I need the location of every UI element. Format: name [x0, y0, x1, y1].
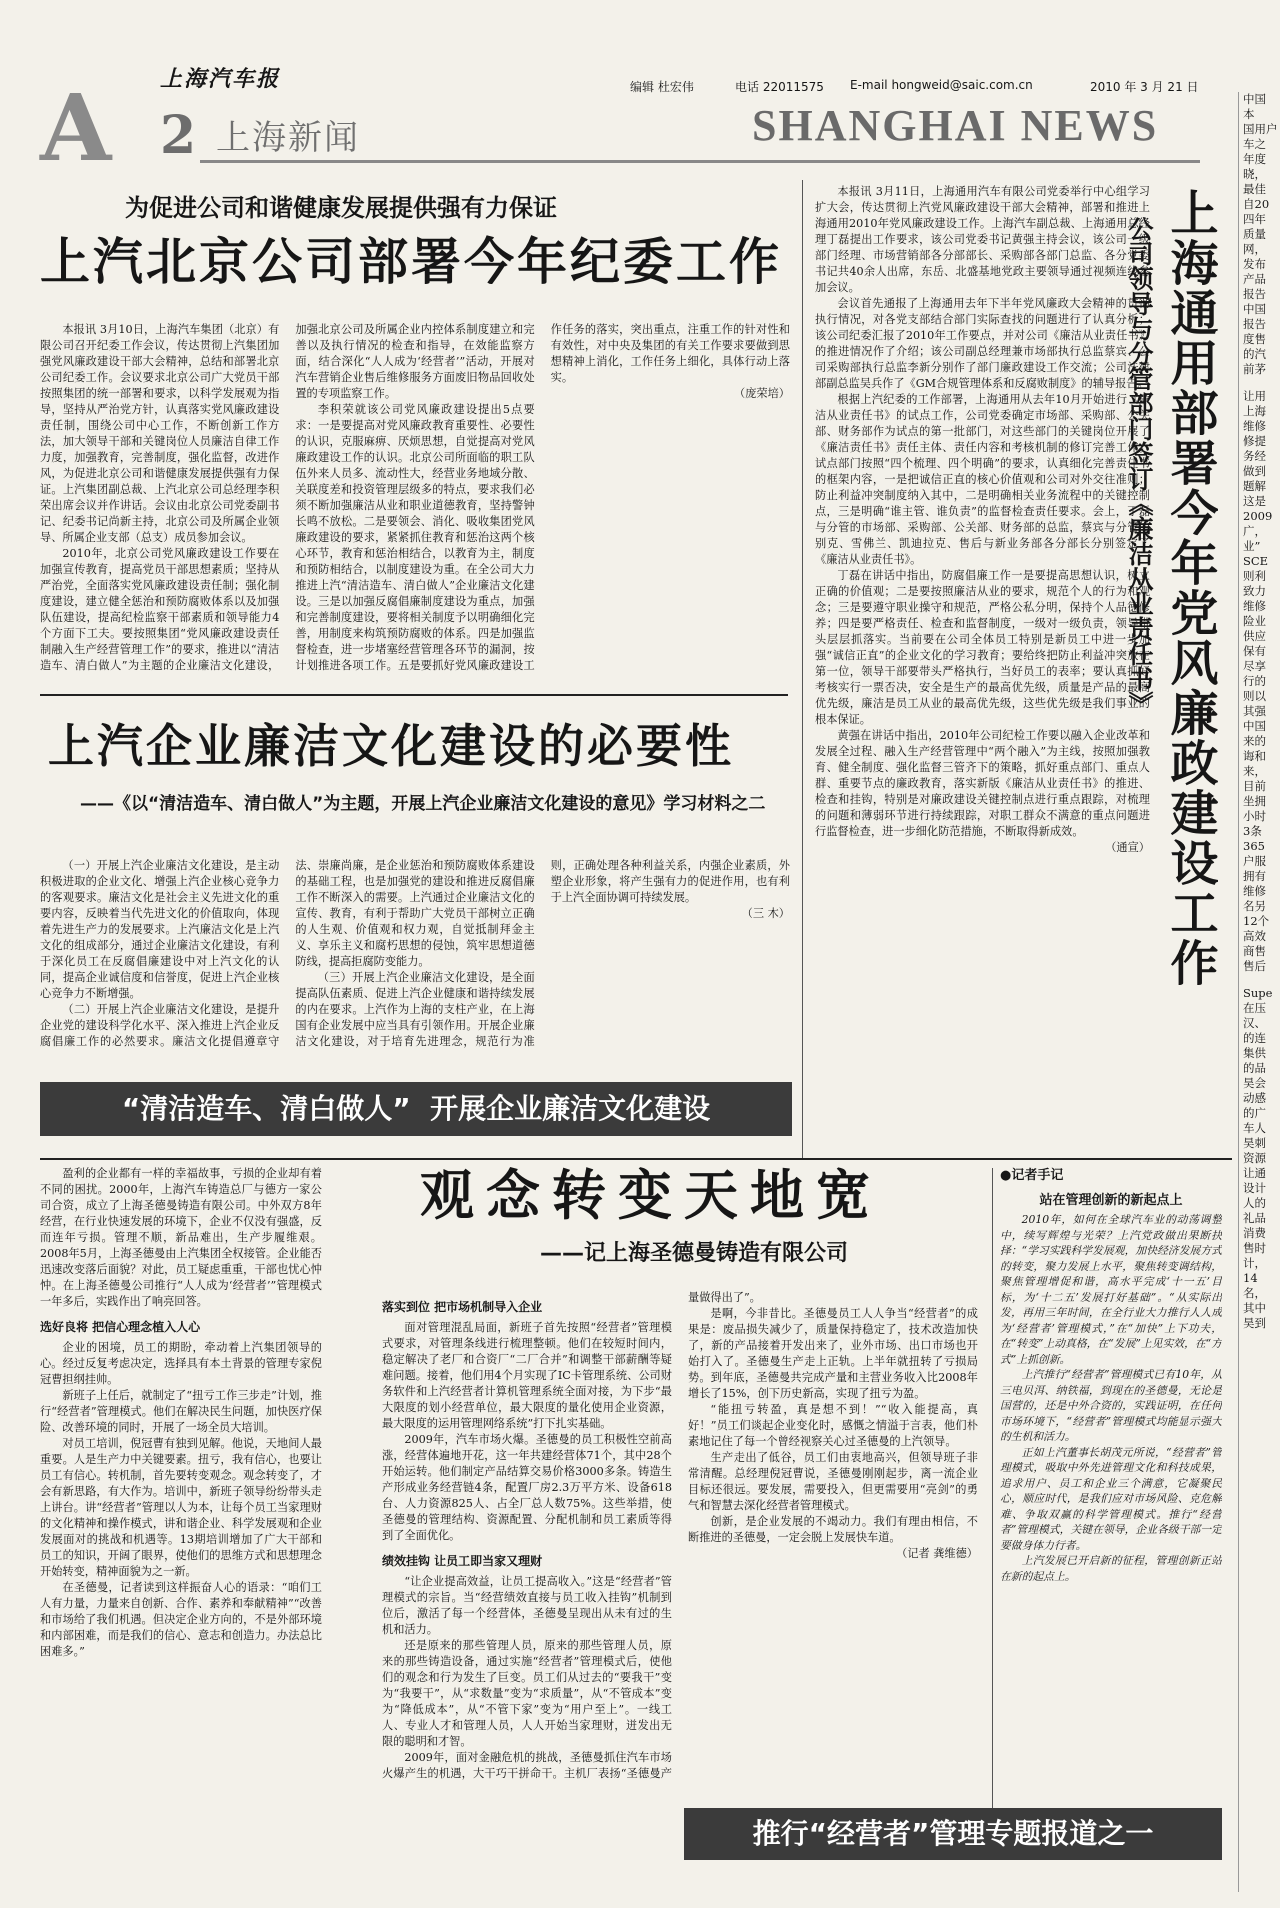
- article4-paragraph: 还是原来的那些管理人员，原来的那些管理人员，原来的那些铸造设备，通过实施“经营者”管理模式后，使他们的观念和行为发生了巨变。员工们从过去的“要我干”变为“我要干”，从“求数量”变为“求质量”，从“不管成本”变为“降低成本”，从“不管下家”变为“用户至上”。一线工人、专业人才和管理人员，人人开始当家理财，迸发出无限的聪明和才智。: [382, 1639, 672, 1748]
- article3-paragraph: 会议首先通报了上海通用去年下半年党风廉政大会精神的贯彻执行情况，对各党支部结合部门实际查找的问题进行了认真分析；该公司纪委汇报了2010年工作要点，并对公司《廉洁从业责任书》的推进情况作了介绍；该公司副总经理兼市场部执行总监蔡宾、公司采购部执行总监李新分别作了部门廉政建设工作交流；公司法律部副总监吴兵作了《GM合规管理体系和反腐败制度》的辅导报告。: [815, 297, 1150, 390]
- adjacent-page-fragment: 广，: [1243, 524, 1266, 538]
- section-cn: 上海新闻: [216, 118, 360, 158]
- article3-body: [815, 184, 1150, 1144]
- adjacent-page-fragment: 售后: [1243, 959, 1266, 973]
- article4-paragraph: “让企业提高效益，让员工提高收入。”这是“经营者”管理模式的宗旨。当“经营绩效直接与员工收入挂钩”机制到位后，激活了每一个经营体，圣德曼呈现出从未有过的生机和活力。: [382, 1575, 672, 1636]
- adjacent-page-fragment: 12个: [1243, 914, 1270, 928]
- adjacent-page-fragment: 消费: [1243, 1226, 1266, 1240]
- article1-rule: [40, 694, 788, 696]
- adjacent-page-fragment: 中国: [1243, 92, 1266, 106]
- adjacent-page-fragment: 的连: [1243, 1031, 1266, 1045]
- article1-paragraph: 本报讯 3月10日，上海汽车集团（北京）有限公司召开纪委工作会议，传达贯彻上汽集团加强党风廉政建设干部大会精神，总结和部署北京公司纪委工作。会议要求北京公司广大党员干部按照集团的统一部署和要求，以科学发展观为指导，坚持从严治党方针，认真落实党风廉政建设责任制，围绕公司中心工作，不断创新工作方法，加大领导干部和关键岗位人员廉洁自律工作力度，加强教育，完善制度，强化监督，改进作风，为促进北京公司和谐健康发展提供强有力保证。上汽集团副总裁、上汽北京公司总经理李积荣出席会议并作讲话。会议由北京公司党委副书记、纪委书记尚新主持，北京公司及所属企业领导、所属企业支部（总支）成员参加会议。: [40, 323, 280, 544]
- adjacent-page-fragment: 供应: [1243, 629, 1266, 643]
- article4-paragraph: 企业的困境，员工的期盼，牵动着上汽集团领导的心。经过反复考虑决定，选择具有本土背景的管理专家倪冠曹担纲挂帅。: [40, 1341, 322, 1386]
- adjacent-page-fragment: 自20: [1243, 197, 1270, 211]
- adjacent-page-fragment: 名，: [1243, 1286, 1266, 1300]
- adjacent-page-strip: [1238, 92, 1280, 1892]
- adjacent-page-fragment: 拥有: [1243, 869, 1266, 883]
- adjacent-page-fragment: 行的: [1243, 674, 1266, 688]
- adjacent-page-fragment: 维修: [1243, 884, 1266, 898]
- adjacent-page-fragment: 让通: [1243, 1166, 1266, 1180]
- adjacent-page-fragment: 维修: [1243, 419, 1266, 433]
- adjacent-page-fragment: 昊刺: [1243, 1136, 1266, 1150]
- adjacent-page-fragment: 质量: [1243, 227, 1266, 241]
- article2-headline: 上汽企业廉洁文化建设的必要性: [48, 719, 734, 773]
- article4-paragraph: 在圣德曼，记者读到这样振奋人心的语录：“咱们工人有力量，力量来自创新、合作、素养和奉献精神”“改善和市场给了我们机遇。但决定企业方向的，不是外部环境和内部困难，而是我们的信心、意志和创造力。办法总比困难多。”: [40, 1581, 322, 1658]
- adjacent-page-fragment: 这是: [1243, 494, 1266, 508]
- adjacent-page-fragment: 户服: [1243, 854, 1266, 868]
- article4-section-heading: 落实到位 把市场机制导入企业: [382, 1300, 543, 1314]
- adjacent-page-fragment: 来的: [1243, 734, 1266, 748]
- adjacent-page-fragment: 汉、: [1243, 1016, 1266, 1030]
- lower-rule: [40, 1158, 1232, 1160]
- adjacent-page-fragment: 计，: [1243, 1256, 1266, 1270]
- sidebar-paragraph: 上汽发展已开启新的征程，管理创新正站在新的起点上。: [1000, 1554, 1222, 1583]
- sidebar-body: [1000, 1212, 1222, 1792]
- column-divider: [802, 180, 803, 1160]
- adjacent-page-fragment: 集供: [1243, 1046, 1266, 1060]
- adjacent-page-fragment: 题解: [1243, 479, 1266, 493]
- adjacent-page-fragment: 高效: [1243, 929, 1266, 943]
- sidebar-divider: [992, 1168, 993, 1808]
- adjacent-page-fragment: 昊到: [1243, 1316, 1266, 1330]
- section-en: SHANGHAI NEWS: [752, 101, 1159, 150]
- paper-name: 上海汽车报: [160, 66, 281, 92]
- adjacent-page-fragment: 14: [1243, 1271, 1258, 1285]
- adjacent-page-fragment: 设计: [1243, 1181, 1266, 1195]
- article4-main-columns: [382, 1290, 978, 1790]
- article2-banner: “清洁造车、清白做人” 开展企业廉洁文化建设: [40, 1082, 792, 1136]
- page-letter: A: [40, 74, 112, 182]
- adjacent-page-fragment: 365: [1243, 839, 1265, 853]
- adjacent-page-fragment: 四年: [1243, 212, 1266, 226]
- adjacent-page-fragment: 其中: [1243, 1301, 1266, 1315]
- article4-paragraph: 是啊，今非昔比。圣德曼员工人人争当“经营者”的成果是：废品损失减少了，质量保持稳定了，技术改造加快了，新的产品接着开发出来了，业外市场、出口市场也开始打入了。圣德曼生产走上正轨。上半年就扭转了亏损局势。到年底，圣德曼共完成产量和主营业务收入比2008年增长了15%，创下历史新高，实现了扭亏为盈。: [688, 1307, 978, 1400]
- article4-bottom-banner: 推行“经营者”管理专题报道之一: [684, 1808, 1222, 1860]
- article4-paragraph: 面对管理混乱局面，新班子首先按照“经营者”管理模式要求，对管理条线进行梳理整顿。他们在较短时间内，稳定解决了老厂和合资厂“二厂合并”和调整干部薪酬等疑难问题。接着，他们用4个月实现了IC卡管理系统、公司财务软件和上汽经营者计算机管理系统全面对接，为下步“最大限度的划小经营单位，最大限度的量化使用企业资源，最大限度的运用管理网络系统”打下扎实基础。: [382, 1321, 672, 1430]
- adjacent-page-fragment: 保有: [1243, 644, 1266, 658]
- article1-paragraph: 李积荣就该公司党风廉政建设提出5点要求：一是要提高对党风廉政教育重要性、必要性的认识，克服麻痹、厌烦思想，自觉提高对党风廉政建设工作的认识。北京公司所面临的职工队伍外来人员多、流动性大，经营业务地域分散、关联度差和投资管理层级多的特点，要求我们必须不断加强廉洁从业和职业道德教育，坚持警钟长鸣不放松。二是要领会、消化、吸收集团党风廉政建设的要求，紧紧抓住教育和惩治这两个核心环节，教育和惩治相结合，以教育为主，制度和预防相结合，以制度建设为重。在全公司大力推进上汽“清洁造车、清白做人”企业廉洁文化建设。三是以加强反腐倡廉制度建设为重点，加强和完善制度建设，要将相关制度予以明确细化完善，用制度来构筑预防腐败的体系。四是加强监督检查，进一步堵塞经营管理各环节的漏洞，按计划推进各项工作。五是要抓好党风廉政建设工作任务的落实，突出重点，注重工作的针对性和有效性，对中央及集团的有关工作要求要做到思想精神上消化，工作任务上细化，具体行动上落实。: [295, 323, 790, 672]
- adjacent-page-fragment: 最佳: [1243, 182, 1266, 196]
- sidebar-paragraph: 2010年，如何在全球汽车业的动荡调整中，续写辉煌与光荣？上汽党政做出果断抉择：“学习实践科学发展观，加快经济发展方式的转变，聚力发展上水平，聚焦转变调结构，聚焦管理增促和谐，高水平完成‘十一五’目标，为‘十二五’发展打好基础”。“从实际出发，再用三年时间，在全行业大力推行人人成为‘经营者’管理模式，”在“加快”上下功夫，在“转变”上动真格，在“发展”上见实效，在“方式”上抓创新。: [1000, 1213, 1222, 1366]
- editor: 编辑 杜宏伟: [630, 80, 694, 94]
- masthead-rule: [200, 160, 1200, 163]
- article4-paragraph: 创新，是企业发展的不竭动力。我们有理由相信，不断推进的圣德曼，一定会脱上发展快车道。: [688, 1515, 978, 1544]
- article2-paragraph: （二）开展上汽企业廉洁文化建设，是提升企业党的建设科学化水平、深入推进上汽企业反腐倡廉工作的必然要求。廉洁文化提倡遵章守法、崇廉尚廉，是企业惩治和预防腐败体系建设的基础工程，也是加强党的建设和推进反腐倡廉工作不断深入的需要。上汽通过企业廉洁文化的宣传、教育，有利于帮助广大党员干部树立正确的人生观、价值观和权力观，自觉抵制拜金主义、享乐主义和腐朽思想的侵蚀，筑牢思想道德防线，提高拒腐防变能力。: [40, 859, 535, 1048]
- adjacent-page-fragment: 目前: [1243, 779, 1266, 793]
- adjacent-page-fragment: 诲和: [1243, 749, 1266, 763]
- article4-left-column: [40, 1166, 322, 1881]
- adjacent-page-fragment: 年度: [1243, 152, 1266, 166]
- article1-headline: 上汽北京公司部署今年纪委工作: [40, 233, 782, 291]
- article2-body: [40, 858, 790, 1058]
- adjacent-page-fragment: 发布: [1243, 257, 1266, 271]
- article3-paragraph: 本报讯 3月11日，上海通用汽车有限公司党委举行中心组学习扩大会，传达贯彻上汽党风廉政建设干部大会精神，部署和推进上海通用2010年党风廉政建设工作。上海汽车副总裁、上海通用总经理丁磊提出工作要求，该公司党委书记黄强主持会议，该公司一级部门经理、市场营销部各分部部长、采购部各部门总监、各分党委书记共40余人出席，东岳、北盛基地党政主要领导通过视频连线参加会议。: [815, 185, 1150, 294]
- adjacent-page-fragment: 则利: [1243, 569, 1266, 583]
- adjacent-page-fragment: 度售: [1243, 332, 1266, 346]
- adjacent-page-fragment: 的广: [1243, 1106, 1266, 1120]
- adjacent-page-fragment: SCE: [1243, 554, 1269, 568]
- adjacent-page-fragment: 做到: [1243, 464, 1266, 478]
- adjacent-page-fragment: 险业: [1243, 614, 1266, 628]
- article1-byline: （庞荣培）: [734, 387, 790, 400]
- article2-subtitle: ——《以“清洁造车、清白做人”为主题，开展上汽企业廉洁文化建设的意见》学习材料之二: [80, 794, 766, 814]
- adjacent-page-fragment: 让用: [1243, 389, 1266, 403]
- adjacent-page-fragment: 致力: [1243, 584, 1266, 598]
- adjacent-page-fragment: 晓，: [1243, 167, 1266, 181]
- adjacent-page-fragment: 人的: [1243, 1196, 1266, 1210]
- sidebar-title: 站在管理创新的新起点上: [1039, 1193, 1183, 1208]
- adjacent-page-fragment: 报告: [1243, 317, 1266, 331]
- adjacent-page-fragment: 车之: [1243, 137, 1266, 151]
- adjacent-page-fragment: 车人: [1243, 1121, 1266, 1135]
- adjacent-page-fragment: 3条: [1243, 824, 1262, 838]
- article4-byline: （记者 龚维德）: [896, 1547, 978, 1560]
- adjacent-page-fragment: 产品: [1243, 272, 1266, 286]
- adjacent-page-fragment: 则以: [1243, 689, 1266, 703]
- article2-byline: （三 木）: [741, 907, 790, 920]
- adjacent-page-fragment: 其强: [1243, 704, 1266, 718]
- adjacent-page-fragment: Supe: [1243, 986, 1273, 1000]
- adjacent-page-fragment: 在压: [1243, 1001, 1266, 1015]
- article1-kicker: 为促进公司和谐健康发展提供强有力保证: [125, 193, 557, 222]
- adjacent-page-fragment: 维修: [1243, 599, 1266, 613]
- article4-subtitle: ——记上海圣德曼铸造有限公司: [540, 1241, 849, 1266]
- article1-body: [40, 322, 790, 682]
- adjacent-page-fragment: 中国: [1243, 719, 1266, 733]
- adjacent-page-fragment: 上海: [1243, 404, 1266, 418]
- article4-paragraph: 2009年，汽车市场火爆。圣德曼的员工积极性空前高涨，经营体遍地开花，这一年共建经营体71个，其中28个开始运转。他们制定产品结算交易价格3000多条。铸造生产形成业务经营链4条，配置厂房2.3万平方米、设备618台、人力资源825人、占全厂总人数75%。这些举措，使圣德曼的管理结构、资源配置、分配机制和员工素质等得到了全面优化。: [382, 1433, 672, 1542]
- article4-intro: 盈利的企业都有一样的幸福故事，亏损的企业却有着不同的困扰。2000年，上海汽车铸造总厂与德方一家公司合资，成立了上海圣德曼铸造有限公司。中外双方8年经营，在行业快速发展的环境下，企业不仅没有强盛，反而连年亏损。管理不顺，新品难出，生产步履维艰。2008年5月，上海圣德曼由上汽集团全权接管。企业能否迅速改变落后面貌？对此，员工疑虑重重，干部也忧心忡忡。在上海圣德曼公司推行“人人成为‘经营者’”管理模式一年多后，实践作出了响亮回答。: [40, 1167, 322, 1308]
- article4-headline: 观念转变天地宽: [420, 1164, 882, 1227]
- adjacent-page-fragment: 报告: [1243, 287, 1266, 301]
- adjacent-page-fragment: 的品: [1243, 1061, 1266, 1075]
- article3-vertical-subtitle: 公司领导与分管部门签订《廉洁从业责任书》: [1125, 216, 1154, 716]
- date: 2010 年 3 月 21 日: [1090, 80, 1199, 94]
- adjacent-page-fragment: 业”: [1243, 539, 1261, 553]
- article1-paragraph: 2010年，北京公司党风廉政建设工作要在加强宣传教育，提高党员干部思想素质；坚持从严治党，全面落实党风廉政建设责任制；强化制度建设，建立健全惩治和预防腐败体系以及加强队伍建设，提高纪检监察干部素质和领导能力4个方面下工夫。要按照集团“党风廉政建设责任制融入生产经营管理工作”的要求，推进以“清洁造车、清白做人”为主题的企业廉洁文化建设，加强北京公司及所属企业内控体系制度建立和完善以及执行情况的检查和指导，在效能监察方面，结合深化“人人成为‘经营者’”活动，开展对汽车营销企业售后维修服务方面废旧物品回收处置的专项监察工作。: [40, 323, 535, 672]
- article4-paragraph: 生产走出了低谷，员工们由衷地高兴，但领导班子非常清醒。总经理倪冠曹说，圣德曼刚刚起步，离一流企业目标还很远。要发展，需要投入，但更需要用“亮剑”的勇气和智慧去深化经营者管理模式。: [688, 1451, 978, 1512]
- article4-paragraph: 2009年，面对金融危机的挑战，圣德曼抓住汽车市场火爆产生的机遇，大干巧干拼命干。主机厂表扬“圣德曼产量做得出了”。: [382, 1291, 761, 1780]
- adjacent-page-fragment: 务经: [1243, 449, 1266, 463]
- adjacent-page-fragment: 的汽: [1243, 347, 1266, 361]
- adjacent-page-fragment: 坐拥: [1243, 794, 1266, 808]
- article3-paragraph: 根据上汽纪委的工作部署，上海通用从去年10月开始进行《廉洁从业责任书》的试点工作，公司党委确定市场部、采购部、公关部、财务部作为试点的第一批部门，对这些部门的关键岗位开展了《廉洁责任书》责任主体、责任内容和考核机制的修订完善工作。试点部门按照“四个梳理、四个明确”的要求，认真细化完善责任书的框架内容，一是把诚信正直的核心价值观和公司对外交往准则；防止利益冲突制度纳入其中，二是明确相关业务流程中的关键控制点，三是明确“谁主管、谁负责”的监督检查责任要求。会上，丁磊与分管的市场部、采购部、公关部、财务部的总监，蔡宾与分管的别克、雪佛兰、凯迪拉克、售后与新业务部各分部长分别签定了《廉洁从业责任书》。: [815, 393, 1150, 566]
- article4-paragraph: 对员工培训，倪冠曹有独到见解。他说，天地间人最重要。人是生产力中关键要素。扭亏，我有信心，也要让员工有信心。转机制，首先要转变观念。观念转变了，才会有新思路，有大作为。培训中，新班子领导纷纷带头走上讲台。讲“经营者”管理以人为本，让每个员工当家理财的文化精神和操作模式，讲和谐企业、科学发展观和企业发展面对的挑战和机遇等。13期培训增加了广大干部和员工的知识，开阔了眼界，使他们的思维方式和思想理念开始转变，精神面貌为之一新。: [40, 1437, 322, 1578]
- adjacent-page-fragment: 网，: [1243, 242, 1266, 256]
- adjacent-page-fragment: 尽享: [1243, 659, 1266, 673]
- adjacent-page-fragment: 商售: [1243, 944, 1266, 958]
- sidebar: [1000, 1166, 1222, 1806]
- adjacent-page-fragment: 中国: [1243, 302, 1266, 316]
- adjacent-page-fragment: 修提: [1243, 434, 1266, 448]
- article4-paragraph: “能扭亏转盈，真是想不到！”“收入能提高，真好！”员工们谈起企业变化时，感慨之情溢于言表，他们朴素地记住了每一个曾经视察关心过圣德曼的上汽领导。: [688, 1403, 978, 1448]
- sidebar-label: ●记者手记: [1000, 1168, 1064, 1183]
- sidebar-paragraph: 上汽推行“经营者”管理模式已有10年，从三电贝洱、纳铁福，到现在的圣德曼，无论是国营的，还是中外合资的，实践证明，在任何市场环境下，“经营者”管理模式均能显示强大的生机和活力。: [1000, 1368, 1222, 1443]
- adjacent-page-fragment: 前茅: [1243, 362, 1266, 376]
- adjacent-page-fragment: 小时: [1243, 809, 1266, 823]
- adjacent-page-fragment: 售时: [1243, 1241, 1266, 1255]
- adjacent-page-fragment: 国用户: [1243, 122, 1278, 136]
- adjacent-page-fragment: 动感: [1243, 1091, 1266, 1105]
- adjacent-page-fragment: 来，: [1243, 764, 1266, 778]
- article4-section-heading: 绩效挂钩 让员工即当家又理财: [382, 1554, 543, 1568]
- adjacent-page-fragment: 本: [1243, 107, 1255, 121]
- email: E-mail hongweid@saic.com.cn: [850, 78, 1033, 92]
- article2-paragraph: （一）开展上汽企业廉洁文化建设，是主动积极进取的企业文化、增强上汽企业核心竞争力的客观要求。廉洁文化是社会主义先进文化的重要内容，反映着当代先进文化的价值取向，体现着先进生产力的发展要求。上汽廉洁文化是上汽文化的组成部分，通过企业廉洁文化建设，有利于深化员工在反腐倡廉建设中对上汽文化的认同，提高企业诚信度和信誉度，促进上汽企业核心竞争力不断增强。: [40, 859, 280, 1000]
- adjacent-page-fragment: 名另: [1243, 899, 1266, 913]
- article3-paragraph: 黄强在讲话中指出，2010年公司纪检工作要以融入企业改革和发展全过程、融入生产经营管理中“两个融入”为主线，按照加强教育、健全制度、强化监督三管齐下的策略，抓好重点部门、重点人群、重要节点的廉政教育，落实新版《廉洁从业责任书》的推进、检查和挂钩，特别是对廉政建设关键控制点进行重点跟踪，对梳理的问题和薄弱环节进行持续跟踪，对职工群众不满意的重点问题进行监督检查，进一步细化防范措施，不断取得新成效。: [815, 729, 1150, 838]
- article4-section-heading: 选好良将 把信心理念植入人心: [40, 1320, 201, 1334]
- phone: 电话 22011575: [735, 80, 824, 94]
- article3-paragraph: 丁磊在讲话中指出，防腐倡廉工作一是要提高思想认识，树立正确的价值观；二是要按照廉洁从业的要求，规范个人的行为和观念；三是要遵守职业操守和规范，严格公私分明，保持个人品德修养；四是要严格责任、检查和监督制度，一级对一级负责，领导带头层层抓落实。当前要在公司全体员工特别是新员工中进一步加强“诚信正直”的企业文化的学习教育；要给终把防止利益冲突放在第一位，领导干部要带头严格执行，当好员工的表率；要认真抓好考核实行一票否决，安全是生产的最高优先级，质量是产品的最高优先级，廉洁是员工从业的最高优先级，这些优先级是我们事业的根本保证。: [815, 569, 1150, 726]
- adjacent-page-fragment: 资源: [1243, 1151, 1266, 1165]
- adjacent-page-fragment: 昊会: [1243, 1076, 1266, 1090]
- article2-paragraph: （三）开展上汽企业廉洁文化建设，是全面提高队伍素质、促进上汽企业健康和谐持续发展的内在要求。上汽作为上海的支柱产业，在上海国有企业发展中应当具有引领作用。开展企业廉洁文化建设，对于培育先进理念，规范行为准则，正确处理各种利益关系，内强企业素质，外塑企业形象，将产生强有力的促进作用，也有利于上汽全面协调可持续发展。: [295, 859, 790, 1048]
- adjacent-page-fragment: 2009: [1243, 509, 1273, 523]
- sidebar-paragraph: 正如上汽董事长胡茂元所说，“经营者”管理模式，吸取中外先进管理文化和科技成果，追求用户、员工和企业三个满意，它凝聚民心，顺应时代，是我们应对市场风险、克危解难、争取双赢的科学管理模式。推行“经营者”管理模式，关键在领导，企业各级干部一定要做身体力行者。: [1000, 1445, 1222, 1552]
- adjacent-page-fragment: 礼品: [1243, 1211, 1266, 1225]
- page-number: 2: [160, 105, 197, 166]
- article3-byline: （通宣）: [1105, 841, 1150, 854]
- article3-vertical-title: 上海通用部署今年党风廉政建设工作: [1162, 188, 1218, 988]
- article4-paragraph: 新班子上任后，就制定了“扭亏工作三步走”计划，推行“经营者”管理模式。他们在解决民生问题，加快医疗保险、改善环境的同时，开展了一场全员大培训。: [40, 1389, 322, 1434]
